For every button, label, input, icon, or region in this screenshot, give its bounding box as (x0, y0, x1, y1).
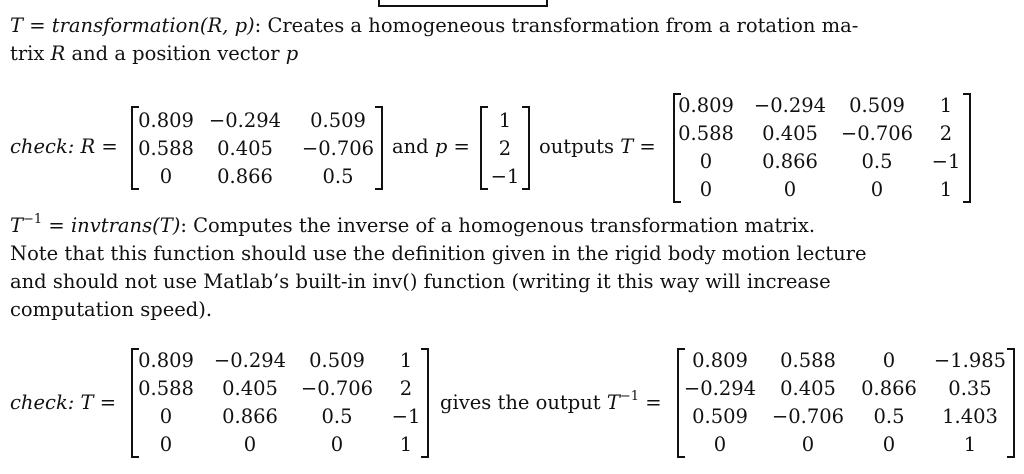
matrix-cell: 1 (939, 94, 953, 117)
left-bracket (677, 348, 685, 458)
matrix-cell: 0.809 (138, 349, 194, 372)
inverse-superscript: −1 (23, 212, 43, 227)
T-equals-label: T = (80, 391, 117, 414)
invtrans-description-line1 (10, 214, 815, 237)
p-equals-label: p = (434, 135, 470, 158)
matrix-cell: 0 (783, 178, 797, 201)
matrix-cell: −0.706 (771, 405, 845, 428)
right-bracket (1007, 348, 1015, 458)
R-equals-label: R = (80, 135, 118, 158)
var-p: p (285, 42, 299, 65)
matrix-cell: −1 (931, 150, 961, 173)
and-p-label (392, 135, 470, 158)
and-text: and (392, 135, 435, 158)
matrix-cell: 0 (159, 433, 173, 456)
matrix-cell: 0.405 (780, 377, 836, 400)
check-label: check: (10, 391, 75, 414)
matrix-cell: 0.405 (217, 137, 273, 160)
outputs-text: outputs (539, 135, 621, 158)
matrix-cell: 0.5 (861, 150, 893, 173)
matrix-cell: −1 (391, 405, 421, 428)
matrix-cell: −0.294 (753, 94, 827, 117)
matrix-cell: 0 (159, 405, 173, 428)
matrix-cell: −0.294 (208, 109, 282, 132)
right-bracket (522, 106, 530, 190)
rotation-matrix-R (131, 106, 383, 190)
matrix-cell: 0 (243, 433, 257, 456)
T-equals-label: T = (620, 135, 656, 158)
matrix-cell: 2 (399, 377, 413, 400)
matrix-cell: 2 (939, 122, 953, 145)
matrix-cell: −0.294 (683, 377, 757, 400)
matrix-cell: 0.588 (138, 377, 194, 400)
equals-sign: = (42, 214, 71, 237)
matrix-cell: 0.866 (861, 377, 917, 400)
matrix-cell: 0.866 (762, 150, 818, 173)
description-text: : Creates a homogeneous transformation from a rotation ma- (254, 14, 859, 37)
matrix-cell: 0.5 (321, 405, 353, 428)
matrix-cell: 0.809 (692, 349, 748, 372)
matrix-cell: 0.866 (217, 165, 273, 188)
matrix-cell: 0.5 (873, 405, 905, 428)
matrix-cell: −1 (490, 165, 520, 188)
matrix-cell: 0 (870, 178, 884, 201)
matrix-cell: 0 (882, 433, 896, 456)
matrix-cell: 0.405 (222, 377, 278, 400)
transformation-matrix-T-output (673, 93, 971, 203)
matrix-cell: −1.985 (933, 349, 1007, 372)
inverse-superscript: −1 (619, 389, 640, 404)
matrix-cell: 1 (939, 178, 953, 201)
var-T: T (10, 14, 24, 37)
matrix-cell: 1 (399, 349, 413, 372)
matrix-cell: 0.405 (762, 122, 818, 145)
invtrans-description-line2: Note that this function should use the definition given in the rigid body motion lecture (10, 242, 867, 265)
matrix-cell: −0.706 (300, 377, 374, 400)
matrix-cell: 1 (399, 433, 413, 456)
var-T: T (606, 391, 620, 414)
matrix-cell: 0.866 (222, 405, 278, 428)
inverse-matrix-T-output (677, 348, 1015, 458)
position-vector-p (480, 106, 530, 190)
matrix-cell: 0.509 (692, 405, 748, 428)
transformation-description-line2 (10, 42, 298, 65)
text: and a position vector (65, 42, 286, 65)
matrix-cell: 1 (963, 433, 977, 456)
matrix-cell: 0 (330, 433, 344, 456)
description-text: : Computes the inverse of a homogenous transformation matrix. (180, 214, 816, 237)
matrix-cell: 0.588 (780, 349, 836, 372)
function-args: (R, p) (199, 14, 255, 37)
matrix-cell: 0.35 (948, 377, 992, 400)
gives-text: gives the output (440, 391, 607, 414)
matrix-cell: 0 (882, 349, 896, 372)
equals-sign: = (639, 391, 662, 414)
matrix-cell: 0 (159, 165, 173, 188)
check1-label (10, 135, 118, 158)
matrix-cell: 0.809 (138, 109, 194, 132)
left-bracket (480, 106, 488, 190)
transformation-matrix-T-input (131, 348, 429, 458)
matrix-cell: 0.509 (310, 109, 366, 132)
matrix-cell: 0 (699, 150, 713, 173)
matrix-cell: 2 (498, 137, 512, 160)
function-args: (T) (152, 214, 181, 237)
matrix-cell: −0.294 (213, 349, 287, 372)
matrix-cell: 0.509 (309, 349, 365, 372)
matrix-cell: 0.588 (138, 137, 194, 160)
matrix-cell: 0 (801, 433, 815, 456)
right-bracket (963, 93, 971, 203)
text: trix (10, 42, 51, 65)
matrix-cell: 0.588 (678, 122, 734, 145)
matrix-cell: 1.403 (942, 405, 998, 428)
matrix-cell: −0.706 (301, 137, 375, 160)
var-R: R (50, 42, 66, 65)
function-name-invtrans: invtrans (70, 214, 153, 237)
equals-sign: = (23, 14, 52, 37)
check2-label (10, 391, 116, 414)
right-bracket (421, 348, 429, 458)
matrix-cell: 1 (498, 109, 512, 132)
transformation-description-line1 (10, 14, 858, 37)
invtrans-description-line4: computation speed). (10, 298, 213, 321)
invtrans-description-line3: and should not use Matlab’s built-in inv() function (writing it this way will increase (10, 270, 831, 293)
previous-matrix-bracket (378, 0, 548, 7)
matrix-cell: 0 (699, 178, 713, 201)
gives-output-label (440, 391, 662, 414)
matrix-cell: −0.706 (840, 122, 914, 145)
var-T: T (10, 214, 24, 237)
outputs-T-label (539, 135, 656, 158)
right-bracket (375, 106, 383, 190)
matrix-cell: 0.509 (849, 94, 905, 117)
function-name-transformation: transformation (51, 14, 200, 37)
matrix-cell: 0 (713, 433, 727, 456)
check-label: check: (10, 135, 75, 158)
matrix-cell: 0.809 (678, 94, 734, 117)
matrix-cell: 0.5 (322, 165, 354, 188)
